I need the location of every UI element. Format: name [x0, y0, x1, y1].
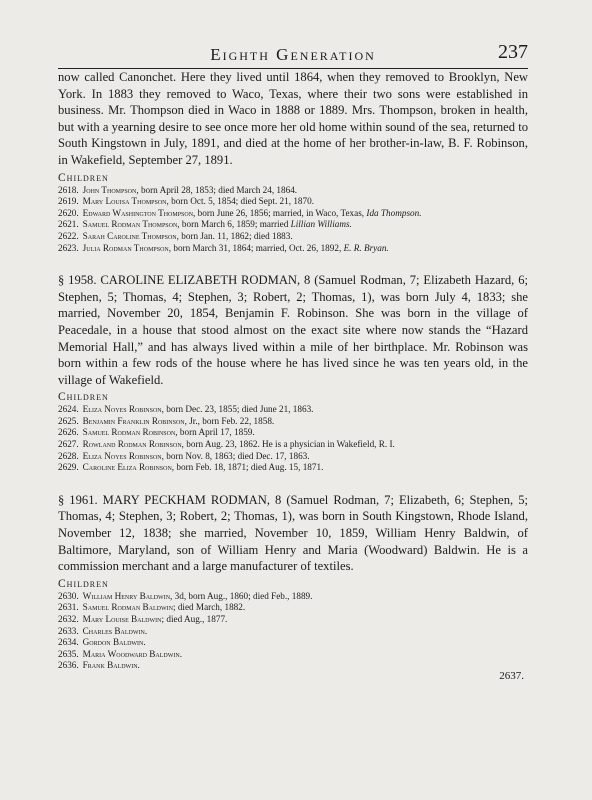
child-details: born Nov. 8, 1863; died Dec. 17, 1863. [163, 450, 310, 461]
child-number: 2619. [58, 196, 79, 207]
child-name: William Henry Baldwin, [82, 590, 173, 601]
children-heading: Children [58, 171, 109, 184]
child-number: 2636. [58, 660, 79, 671]
child-entry [58, 219, 528, 231]
page-number: 237 [498, 41, 528, 63]
child-name: Frank Baldwin. [82, 660, 140, 671]
child-entry [58, 637, 528, 649]
running-head: Eighth Generation [210, 45, 376, 64]
child-name: Maria Woodward Baldwin. [82, 648, 183, 659]
children-heading: Children [58, 391, 109, 404]
child-name: Julia Rodman Thompson, [82, 242, 172, 253]
child-entry [58, 231, 528, 243]
entry-1958 [58, 272, 528, 388]
child-name: Gordon Baldwin. [82, 637, 146, 648]
child-number: 2635. [58, 648, 79, 659]
catchword: 2637. [499, 670, 524, 682]
child-number: 2627. [58, 439, 79, 450]
child-number: 2628. [58, 450, 79, 461]
baldwin-children-list [58, 591, 528, 672]
entry-1958-lead: § 1958. CAROLINE ELIZABETH RODMAN, [58, 273, 301, 288]
child-details: died March, 1882. [175, 602, 246, 613]
child-details: born Feb. 18, 1871; died Aug. 15, 1871. [174, 462, 324, 473]
child-number: 2625. [58, 415, 79, 426]
child-entry [58, 660, 528, 672]
child-entry [58, 208, 528, 220]
child-details: Jr., born Feb. 22, 1858. [186, 415, 275, 426]
opening-paragraph: now called Canonchet. Here they lived until 1864, when they removed to Brooklyn, New York. In 1883 they removed to Waco, Texas, where their two sons were established in business. Mr. Thompson died in Waco in 1888 or 1889. Mrs. Thompson, broken in health, but with a yearning desire to see once more her old home within sound of the sea, returned to South Kingstown in July, 1891, and died at the home of her brother-in-law, B. F. Robinson, in Wakefield, September 27, 1891. [58, 70, 528, 167]
child-entry [58, 185, 528, 197]
child-entry [58, 591, 528, 603]
child-details: born Aug. 23, 1862. He is a physician in Wakefield, R. I. [183, 439, 395, 450]
child-number: 2620. [58, 207, 79, 218]
page-header [58, 38, 528, 69]
child-details: born Dec. 23, 1855; died June 21, 1863. [163, 404, 314, 415]
children-heading: Children [58, 577, 109, 590]
child-name: Samuel Rodman Robinson, [82, 427, 178, 438]
child-entry [58, 243, 528, 255]
robinson-children-list [58, 404, 528, 474]
child-details: born Oct. 5, 1854; died Sept. 21, 1870. [168, 196, 315, 207]
child-name: Rowland Rodman Robinson, [82, 439, 184, 450]
page-content [58, 38, 528, 682]
child-entry [58, 416, 528, 428]
thompson-children-list [58, 185, 528, 255]
child-entry [58, 196, 528, 208]
child-details: died Aug., 1877. [164, 614, 228, 624]
child-name: Edward Washington Thompson, [82, 207, 196, 218]
child-name: Benjamin Franklin Robinson, [82, 415, 187, 426]
child-details: born March 31, 1864; married, Oct. 26, 1892, [171, 242, 344, 253]
child-name: Eliza Noyes Robinson, [82, 450, 164, 461]
child-name: Samuel Rodman Baldwin; [82, 602, 176, 613]
child-entry [58, 602, 528, 614]
child-number: 2618. [58, 184, 79, 195]
entry-1958-text: 8 (Samuel Rodman, 7; Elizabeth Hazard, 6; Stephen, 5; Thomas, 4; Stephen, 3; Robert, 2; Thomas, 1), was born July 4, 1833; she married, November 20, 1854, Benjamin F. Robinson. She was born in the village of Peacedale, in a house that stood almost on the exact site where now stands the “Hazard Memorial Hall,” and has always lived within a mile of her birthplace. Mr. Robinson was born within a few rods of the house where he has lived since he was ten years old, in the village of Wakefield. [58, 273, 528, 387]
child-name: Caroline Eliza Robinson, [82, 462, 175, 473]
child-entry [58, 404, 528, 416]
child-number: 2631. [58, 602, 79, 613]
child-details: 3d, born Aug., 1860; died Feb., 1889. [172, 590, 313, 601]
child-details: born March 6, 1859; married [179, 219, 291, 230]
child-entry [58, 649, 528, 661]
child-number: 2632. [58, 614, 79, 624]
child-number: 2629. [58, 462, 79, 473]
child-number: 2630. [58, 590, 79, 601]
child-number: 2624. [58, 404, 79, 415]
child-number: 2623. [58, 242, 79, 253]
child-name: Mary Louisa Thompson, [82, 196, 169, 207]
child-entry [58, 462, 528, 474]
child-name: Sarah Caroline Thompson, [82, 230, 179, 241]
entry-1961-text: 8 (Samuel Rodman, 7; Elizabeth, 6; Stephen, 5; Thomas, 4; Stephen, 3; Robert, 2; Thomas, 1), was born in South Kingstown, Rhode Island, November 12, 1838; she married, November 10, 1859, William Henry Baldwin, of Baltimore, Maryland, son of William Henry and Maria (Woodward) Baldwin. He is a commission merchant and a large manufacturer of textiles. [58, 492, 528, 574]
entry-1961-lead: § 1961. MARY PECKHAM RODMAN, [58, 492, 271, 507]
child-number: 2621. [58, 219, 79, 230]
child-spouse: Lillian Williams. [290, 219, 352, 230]
child-entry [58, 626, 528, 638]
child-name: Charles Baldwin. [82, 625, 148, 636]
child-name: Samuel Rodman Thompson, [82, 219, 180, 230]
child-details: born April 28, 1853; died March 24, 1864. [138, 184, 298, 195]
child-name: Eliza Noyes Robinson, [82, 404, 164, 415]
child-name: Mary Louise Baldwin; [82, 614, 165, 624]
child-number: 2622. [58, 230, 79, 241]
child-details: born Jan. 11, 1862; died 1883. [178, 230, 293, 241]
child-number: 2626. [58, 427, 79, 438]
child-entry [58, 451, 528, 463]
child-number: 2634. [58, 637, 79, 648]
child-details: born June 26, 1856; married, in Waco, Texas, [195, 207, 367, 218]
child-name: John Thompson, [82, 184, 139, 195]
child-spouse: E. R. Bryan. [343, 242, 389, 253]
child-spouse: Ida Thompson. [366, 207, 422, 218]
child-entry [58, 439, 528, 451]
entry-1961 [58, 492, 528, 575]
child-entry [58, 614, 528, 626]
child-entry [58, 427, 528, 439]
child-number: 2633. [58, 625, 79, 636]
child-details: born April 17, 1859. [177, 427, 255, 438]
